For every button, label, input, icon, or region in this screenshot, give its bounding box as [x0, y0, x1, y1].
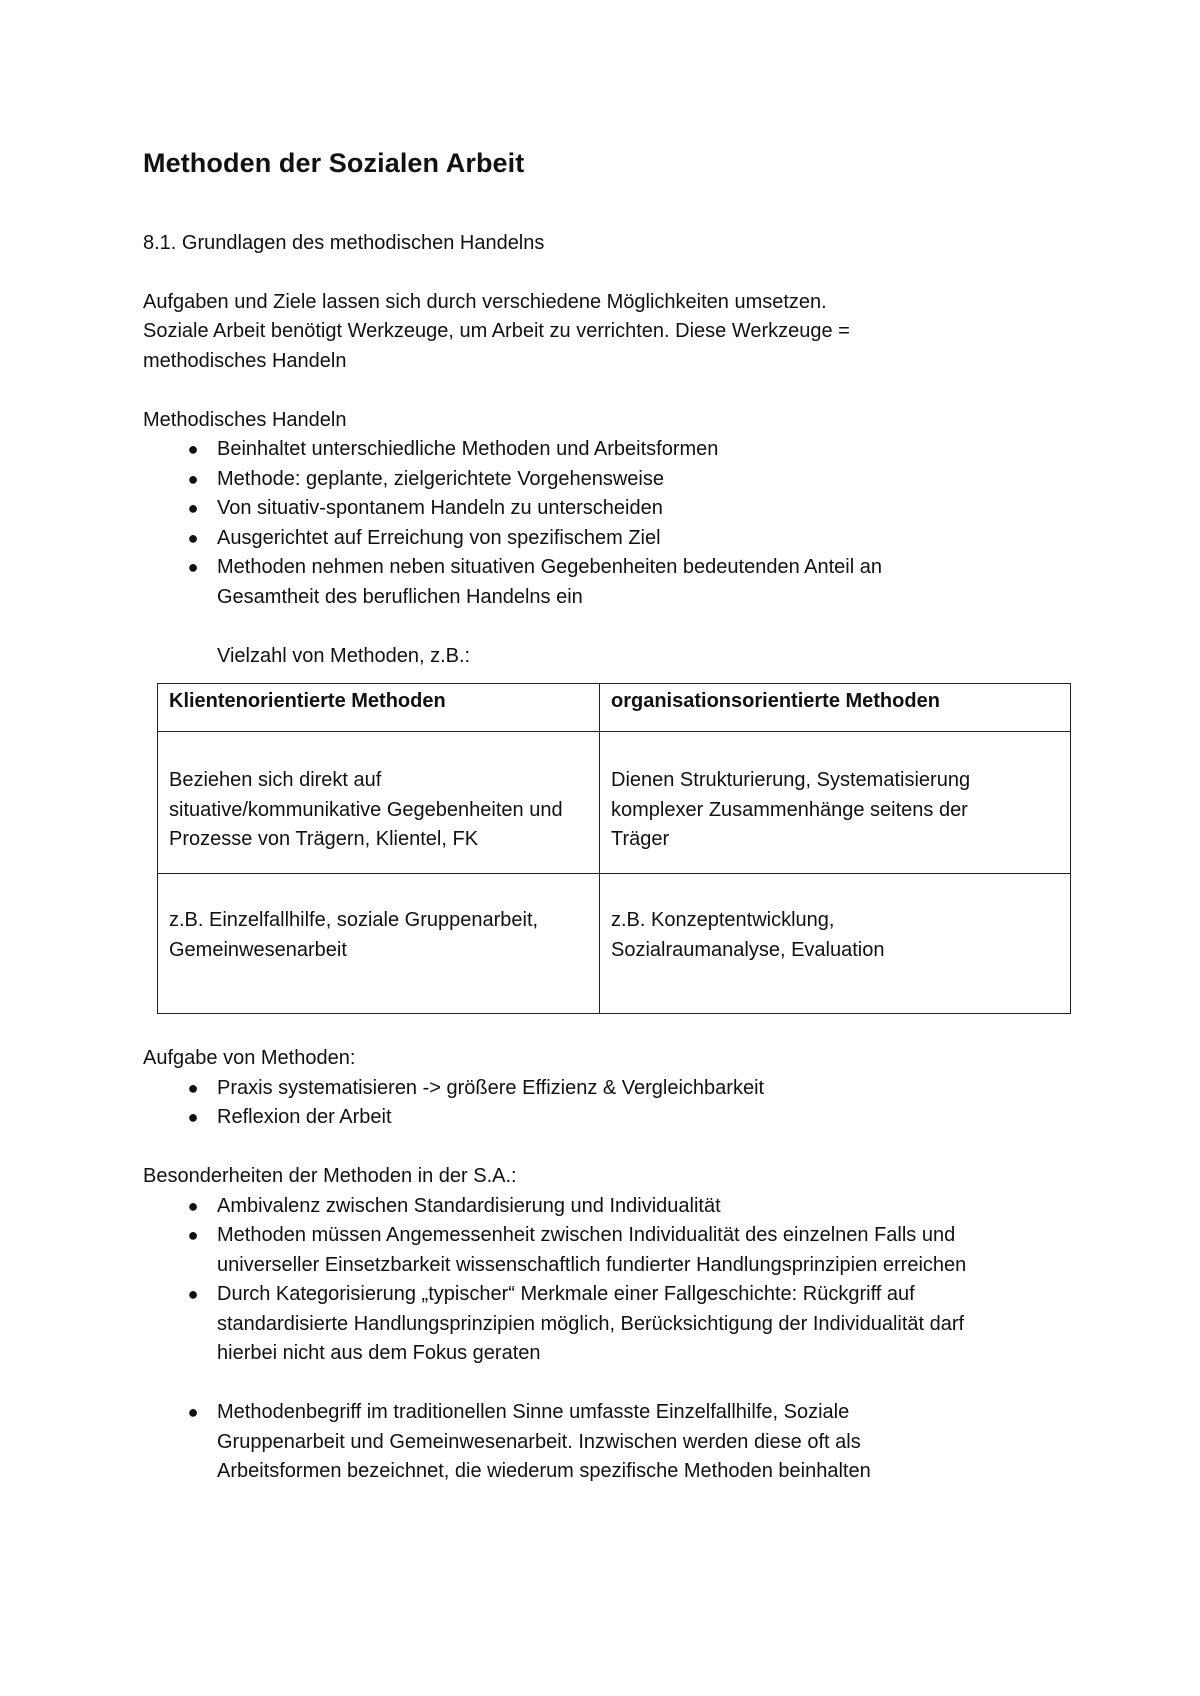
aufgabe-heading: Aufgabe von Methoden:	[143, 1047, 356, 1069]
table-cell-line: Beziehen sich direkt auf	[169, 769, 382, 791]
bullet-icon: ●	[187, 527, 199, 548]
list-item-line: Methode: geplante, zielgerichtete Vorgehensweise	[217, 467, 664, 490]
list-item-line: Praxis systematisieren -> größere Effizienz & Vergleichbarkeit	[217, 1076, 765, 1099]
table-cell	[600, 874, 1071, 1014]
list-item-line: Methoden müssen Angemessenheit zwischen Individualität des einzelnen Falls und	[217, 1224, 956, 1246]
table-cell-line: Prozesse von Trägern, Klientel, FK	[169, 828, 479, 850]
list-item	[143, 1192, 1073, 1222]
table-header-cell: organisationsorientierte Methoden	[600, 684, 1071, 732]
methods-table	[157, 683, 1071, 1014]
document-page	[143, 146, 1073, 1487]
table-cell-line: z.B. Konzeptentwicklung,	[611, 909, 835, 931]
list-item-line: Ausgerichtet auf Erreichung von spezifischem Ziel	[217, 526, 661, 549]
table-row	[158, 874, 1071, 1014]
table-cell-line: Träger	[611, 828, 670, 850]
table-header-cell: Klientenorientierte Methoden	[158, 684, 600, 732]
list-item-line: Beinhaltet unterschiedliche Methoden und Arbeitsformen	[217, 438, 719, 460]
list-item	[143, 553, 1073, 612]
list-item	[143, 465, 1073, 495]
list-item-line: Methodenbegriff im traditionellen Sinne umfasste Einzelfallhilfe, Soziale	[217, 1401, 850, 1423]
list-item	[143, 1103, 1073, 1133]
bullet-icon: ●	[187, 1077, 199, 1098]
table-header-row	[158, 684, 1071, 732]
list-item-line: Gesamtheit des beruflichen Handelns ein	[217, 585, 583, 608]
intro-line: Soziale Arbeit benötigt Werkzeuge, um Arbeit zu verrichten. Diese Werkzeuge =	[143, 320, 850, 342]
methodisches-handeln-list	[143, 435, 1073, 612]
section-heading: 8.1. Grundlagen des methodischen Handelns	[143, 232, 545, 254]
besonderheiten-list-2	[143, 1398, 1073, 1487]
methodisches-handeln-heading: Methodisches Handeln	[143, 408, 347, 431]
table-row	[158, 732, 1071, 874]
list-item	[143, 1074, 1073, 1104]
bullet-icon: ●	[187, 498, 199, 518]
page-title: Methoden der Sozialen Arbeit	[143, 148, 525, 178]
list-item-line: Arbeitsformen bezeichnet, die wiederum spezifische Methoden beinhalten	[217, 1460, 871, 1482]
bullet-icon: ●	[187, 1107, 199, 1127]
list-item-line: Ambivalenz zwischen Standardisierung und Individualität	[217, 1194, 721, 1217]
table-cell	[158, 874, 600, 1014]
list-item	[143, 494, 1073, 524]
list-item-line: Durch Kategorisierung „typischer“ Merkmale einer Fallgeschichte: Rückgriff auf	[217, 1283, 915, 1305]
list-item-line: Reflexion der Arbeit	[217, 1106, 392, 1128]
vielzahl-text: Vielzahl von Methoden, z.B.:	[217, 644, 471, 667]
aufgabe-list	[143, 1074, 1073, 1133]
bullet-icon: ●	[187, 1402, 199, 1422]
table-cell-line: situative/kommunikative Gegebenheiten und	[169, 798, 563, 821]
list-item-line: Methoden nehmen neben situativen Gegebenheiten bedeutenden Anteil an	[217, 556, 882, 578]
table-cell-line: Sozialraumanalyse, Evaluation	[611, 938, 885, 961]
bullet-icon: ●	[187, 557, 199, 577]
intro-line: Aufgaben und Ziele lassen sich durch verschiedene Möglichkeiten umsetzen.	[143, 290, 827, 313]
bullet-icon: ●	[187, 1195, 199, 1216]
list-item-line: Gruppenarbeit und Gemeinwesenarbeit. Inzwischen werden diese oft als	[217, 1430, 861, 1453]
table-cell	[158, 732, 600, 874]
list-item	[143, 524, 1073, 554]
table-cell-line: z.B. Einzelfallhilfe, soziale Gruppenarbeit,	[169, 909, 539, 931]
table-cell	[600, 732, 1071, 874]
intro-line: methodisches Handeln	[143, 349, 347, 372]
list-item-line: Von situativ-spontanem Handeln zu unterscheiden	[217, 497, 663, 519]
list-item	[143, 1221, 1073, 1280]
bullet-icon: ●	[187, 439, 199, 459]
table-cell-line: Dienen Strukturierung, Systematisierung	[611, 769, 971, 791]
bullet-icon: ●	[187, 468, 199, 489]
list-item	[143, 435, 1073, 465]
besonderheiten-heading: Besonderheiten der Methoden in der S.A.:	[143, 1165, 517, 1187]
besonderheiten-list	[143, 1192, 1073, 1369]
bullet-icon: ●	[187, 1284, 199, 1304]
list-item	[143, 1280, 1073, 1369]
bullet-icon: ●	[187, 1225, 199, 1245]
table-cell-line: Gemeinwesenarbeit	[169, 938, 347, 961]
list-item-line: standardisierte Handlungsprinzipien möglich, Berücksichtigung der Individualität darf	[217, 1312, 965, 1335]
table-cell-line: komplexer Zusammenhänge seitens der	[611, 798, 968, 821]
list-item-line: universeller Einsetzbarkeit wissenschaftlich fundierter Handlungsprinzipien erreichen	[217, 1253, 967, 1276]
list-item-line: hierbei nicht aus dem Fokus geraten	[217, 1342, 541, 1364]
list-item	[143, 1398, 1073, 1487]
